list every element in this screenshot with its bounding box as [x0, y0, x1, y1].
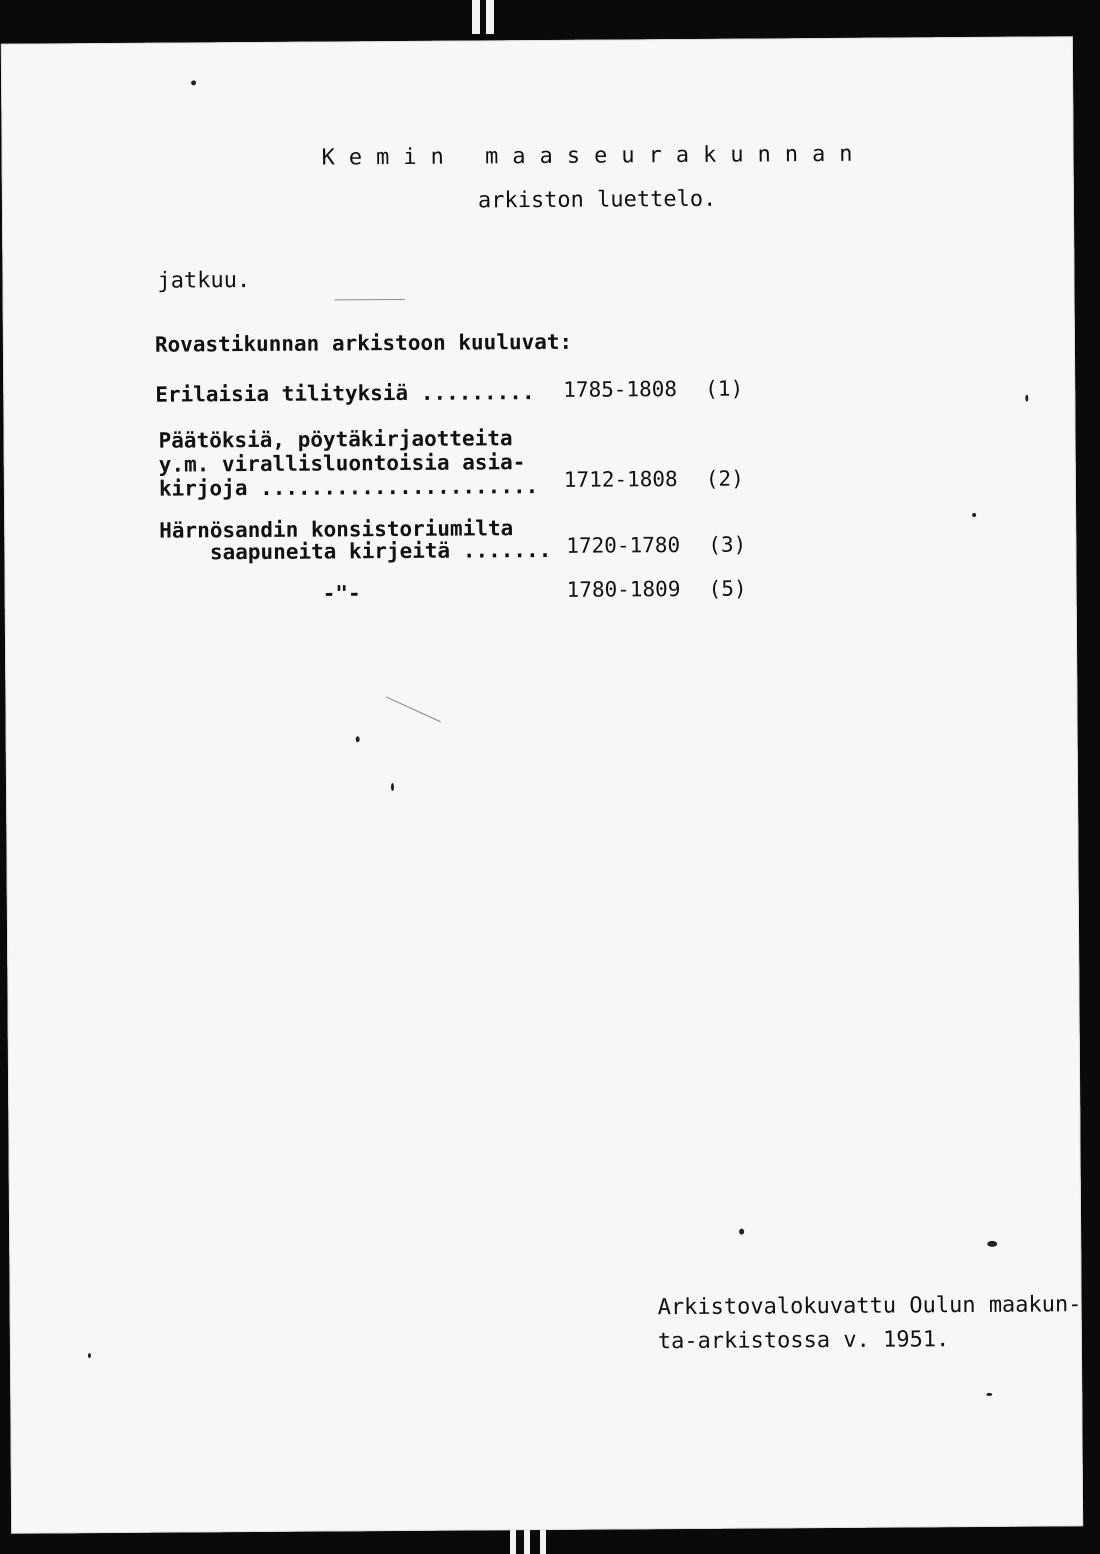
entry-4-number: (5) [708, 576, 747, 601]
document-title: Kemin maaseurakunnan [321, 141, 867, 171]
entry-3-text-line-2: saapuneita kirjeitä ....... [159, 537, 552, 565]
film-scratch [335, 299, 405, 300]
dust-speck [987, 1241, 997, 1247]
dust-speck [1025, 395, 1028, 402]
dust-speck [88, 1353, 91, 1358]
dust-speck [739, 1229, 744, 1235]
entry-2-text-line-3: kirjoja ...................... [158, 474, 539, 501]
dust-speck [191, 80, 196, 85]
entry-3-years: 1720-1780 [566, 533, 681, 558]
dust-speck [972, 513, 976, 517]
entry-1-text: Erilaisia tilityksiä ......... [155, 380, 535, 407]
dust-speck [391, 783, 394, 791]
film-edge-bottom [510, 1528, 516, 1554]
film-edge-bottom [540, 1528, 546, 1554]
entry-2-number: (2) [705, 466, 744, 491]
entry-2-text-line-1: Päätöksiä, pöytäkirjaotteita [158, 426, 513, 453]
footer-note-line-2: ta-arkistossa v. 1951. [657, 1327, 950, 1355]
film-edge-bottom [524, 1528, 530, 1554]
document-subtitle: arkiston luettelo. [477, 186, 717, 214]
document-page [1, 36, 1083, 1533]
dust-speck [356, 736, 360, 742]
entry-4-ditto-mark: -"- [322, 581, 361, 606]
entry-3-number: (3) [708, 532, 747, 557]
entry-1-number: (1) [705, 376, 744, 401]
section-heading: Rovastikunnan arkistoon kuuluvat: [154, 329, 573, 357]
continuation-note: jatkuu. [157, 268, 251, 294]
film-edge-top [486, 0, 494, 34]
entry-4-years: 1780-1809 [566, 577, 681, 602]
footer-note-line-1: Arkistovalokuvattu Oulun maakun- [657, 1292, 1082, 1321]
entry-2-text-line-2: y.m. virallisluontoisia asia- [158, 450, 526, 477]
entry-3-text-line-1: Härnösandin konsistoriumilta [159, 516, 514, 543]
film-scratch [386, 696, 441, 722]
film-edge-top [472, 0, 480, 34]
dust-speck [986, 1393, 992, 1396]
entry-2-years: 1712-1808 [563, 467, 678, 492]
entry-1-years: 1785-1808 [563, 377, 678, 402]
